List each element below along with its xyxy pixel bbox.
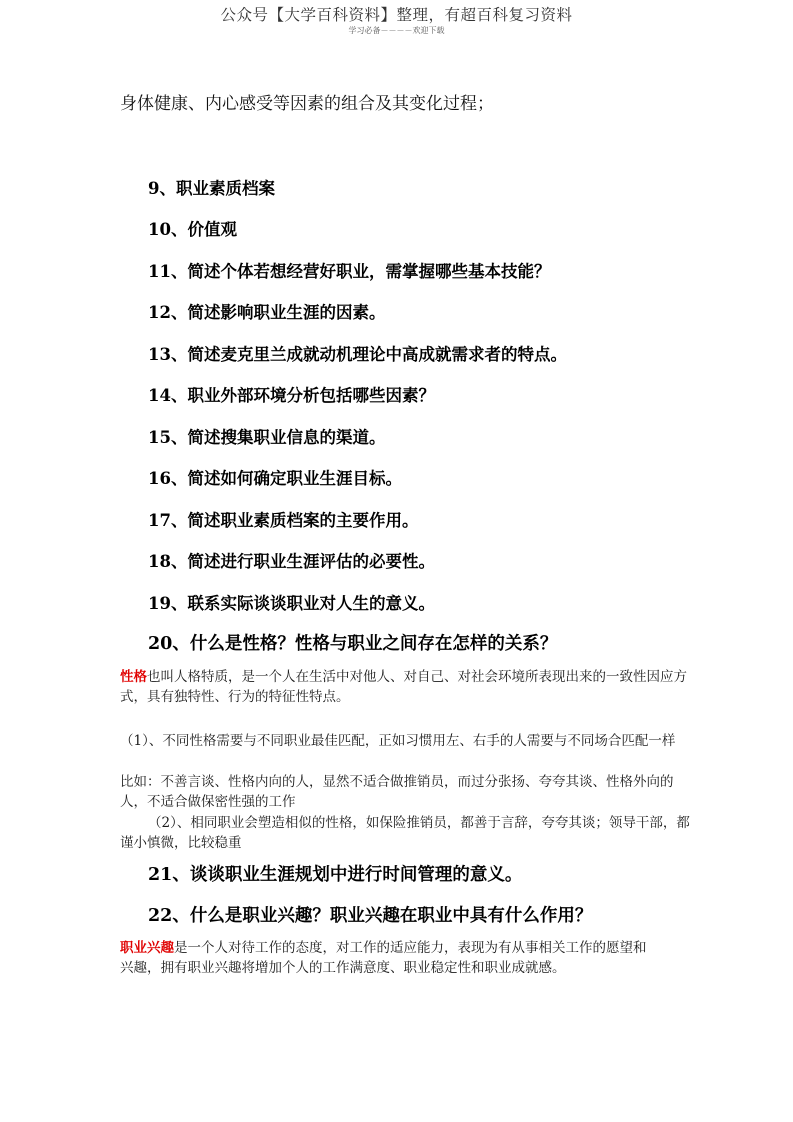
question-12: 12、简述影响职业生涯的因素。: [148, 303, 386, 322]
question-11: 11、简述个体若想经营好职业，需掌握哪些基本技能？: [148, 262, 551, 281]
question-22: 22、什么是职业兴趣？职业兴趣在职业中具有什么作用？: [148, 906, 593, 926]
question-19: 19、联系实际谈谈职业对人生的意义。: [148, 594, 435, 613]
answer-20-example-1: 比如：不善言谈、性格内向的人，显然不适合做推销员，而过分张扬、夸夸其谈、性格外向的人，不适合做保密性强的工作: [120, 774, 674, 810]
answer-20-point-2: （2）、相同职业会塑造相似的性格，如保险推销员，都善于言辞，夸夸其谈；领导干部，都谨小慎微，比较稳重: [120, 815, 690, 851]
term-highlight: 职业兴趣: [120, 940, 174, 956]
term-highlight: 性格: [120, 669, 147, 685]
question-16: 16、简述如何确定职业生涯目标。: [148, 469, 402, 488]
answer-20-definition: 性格也叫人格特质，是一个人在生活中对他人、对自己、对社会环境所表现出来的一致性因应方式，具有独特性、行为的特征性特点。: [120, 669, 687, 705]
page-header: 公众号【大学百科资料】整理，有超百科复习资料: [220, 6, 573, 24]
question-9: 9、职业素质档案: [148, 179, 275, 198]
question-21: 21、谈谈职业生涯规划中进行时间管理的意义。: [148, 865, 523, 885]
answer-22-definition: 职业兴趣是一个人对待工作的态度，对工作的适应能力，表现为有从事相关工作的愿望和兴趣，拥有职业兴趣将增加个人的工作满意度、职业稳定性和职业成就感。: [120, 940, 647, 976]
question-18: 18、简述进行职业生涯评估的必要性。: [148, 552, 435, 571]
question-10: 10、价值观: [148, 220, 237, 239]
question-15: 15、简述搜集职业信息的渠道。: [148, 428, 386, 447]
question-20: 20、什么是性格？性格与职业之间存在怎样的关系？: [148, 634, 558, 654]
page-subheader: 学习必备－－－－欢迎下载: [348, 26, 445, 35]
question-14: 14、职业外部环境分析包括哪些因素？: [148, 386, 435, 405]
question-17: 17、简述职业素质档案的主要作用。: [148, 511, 419, 530]
intro-text: 身体健康、内心感受等因素的组合及其变化过程；: [120, 94, 494, 114]
question-13: 13、简述麦克里兰成就动机理论中高成就需求者的特点。: [148, 345, 567, 364]
answer-20-point-1: （1）、不同性格需要与不同职业最佳匹配，正如习惯用左、右手的人需要与不同场合匹配一样: [120, 733, 676, 749]
